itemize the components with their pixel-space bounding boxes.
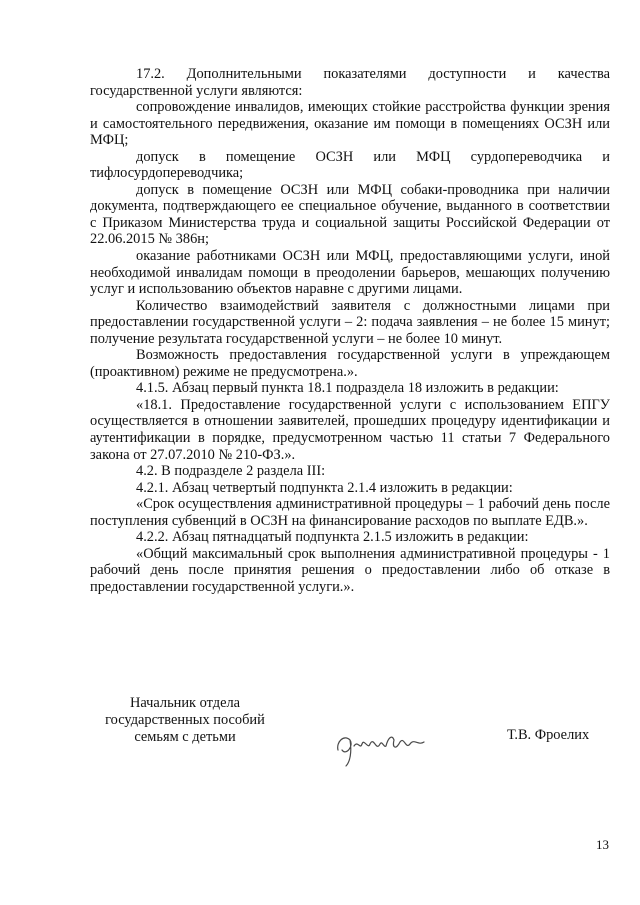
paragraph: 17.2. Дополнительными показателями доступности и качества государственной услуги являются: [90, 66, 610, 99]
signatory-title-line: Начальник отдела [129, 695, 241, 711]
paragraph: допуск в помещение ОСЗН или МФЦ собаки-проводника при наличии документа, подтверждающего ее специальное обучение, выданного в соответствии с Приказом Министерства труда и социальной защиты Российской Федерации от 22.06.2015 № 386н; [90, 181, 610, 248]
signatory-title [90, 695, 280, 746]
paragraph: 4.1.5. Абзац первый пункта 18.1 подраздела 18 изложить в редакции: [136, 380, 559, 397]
paragraph: допуск в помещение ОСЗН или МФЦ сурдопереводчика и тифлосурдопереводчика; [90, 148, 610, 182]
page-number: 13 [596, 837, 609, 852]
paragraph: оказание работниками ОСЗН или МФЦ, предоставляющими услуги, иной необходимой инвалидам помощи в преодолении барьеров, мешающих получению услуг и использованию объектов наравне с другими лицами. [90, 248, 610, 298]
document-body [90, 66, 610, 596]
signatory-title-line: семьям с детьми [134, 729, 236, 745]
paragraph: «18.1. Предоставление государственной услуги с использованием ЕПГУ осуществляется в отношении заявителей, прошедших процедуру идентификации и аутентификации в порядке, предусмотренном частью 11 статьи 7 Федерального закона от 27.07.2010 № 210-ФЗ.». [90, 396, 610, 463]
handwritten-signature [330, 720, 430, 770]
paragraph: «Срок осуществления административной процедуры – 1 рабочий день после поступления субвенций в ОСЗН на финансирование расходов по выплате ЕДВ.». [90, 496, 610, 529]
paragraph: Количество взаимодействий заявителя с должностными лицами при предоставлении государственной услуги – 2: подача заявления – не более 15 минут; получение результата государственной услуги – не более 10 минут. [90, 297, 610, 347]
signatory-name: Т.В. Фроелих [507, 727, 590, 743]
paragraph: Возможность предоставления государственной услуги в упреждающем (проактивном) режиме не предусмотрена.». [90, 347, 610, 380]
signatory-title-line: государственных пособий [105, 712, 265, 728]
paragraph: «Общий максимальный срок выполнения административной процедуры - 1 рабочий день после принятия решения о предоставлении либо об отказе в предоставлении государственной услуги.». [90, 545, 610, 595]
paragraph: сопровождение инвалидов, имеющих стойкие расстройства функции зрения и самостоятельного передвижения, оказание им помощи в помещениях ОСЗН или МФЦ; [90, 99, 610, 149]
paragraph: 4.2. В подразделе 2 раздела III: [136, 463, 326, 480]
paragraph: 4.2.1. Абзац четвертый подпункта 2.1.4 изложить в редакции: [136, 479, 513, 496]
paragraph: 4.2.2. Абзац пятнадцатый подпункта 2.1.5 изложить в редакции: [136, 529, 529, 546]
